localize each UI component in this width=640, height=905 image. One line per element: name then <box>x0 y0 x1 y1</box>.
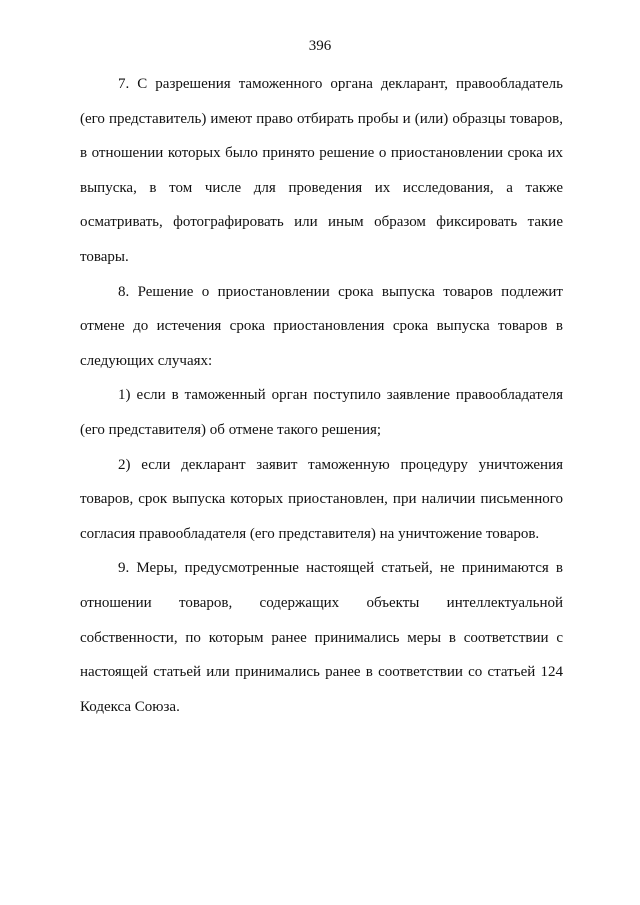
paragraph-9: 9. Меры, предусмотренные настоящей статьей, не принимаются в отношении товаров, содержащих объекты интеллектуальной собственности, по которым ранее принимались меры в соответствии с настоящей статьей или принимались ранее в соответствии со статьей 124 Кодекса Союза. <box>80 560 563 715</box>
paragraph-8-item-1: 1) если в таможенный орган поступило заявление правообладателя (его представителя) об отмене такого решения; <box>80 387 563 438</box>
paragraph-8: 8. Решение о приостановлении срока выпуска товаров подлежит отмене до истечения срока приостановления срока выпуска товаров в следующих случаях: <box>80 283 563 369</box>
paragraph-7: 7. С разрешения таможенного органа декларант, правообладатель (его представитель) имеют право отбирать пробы и (или) образцы товаров, в отношении которых было принято решение о приостановлении срока их выпуска, в том числе для проведения их исследования, а также осматривать, фотографировать или иным образом фиксировать такие товары. <box>80 76 563 265</box>
page-number: 396 <box>308 38 332 54</box>
paragraph-8-item-2: 2) если декларант заявит таможенную процедуру уничтожения товаров, срок выпуска которых приостановлен, при наличии письменного согласия правообладателя (его представителя) на уничтожение товаров. <box>80 456 563 542</box>
document-body <box>80 67 563 724</box>
